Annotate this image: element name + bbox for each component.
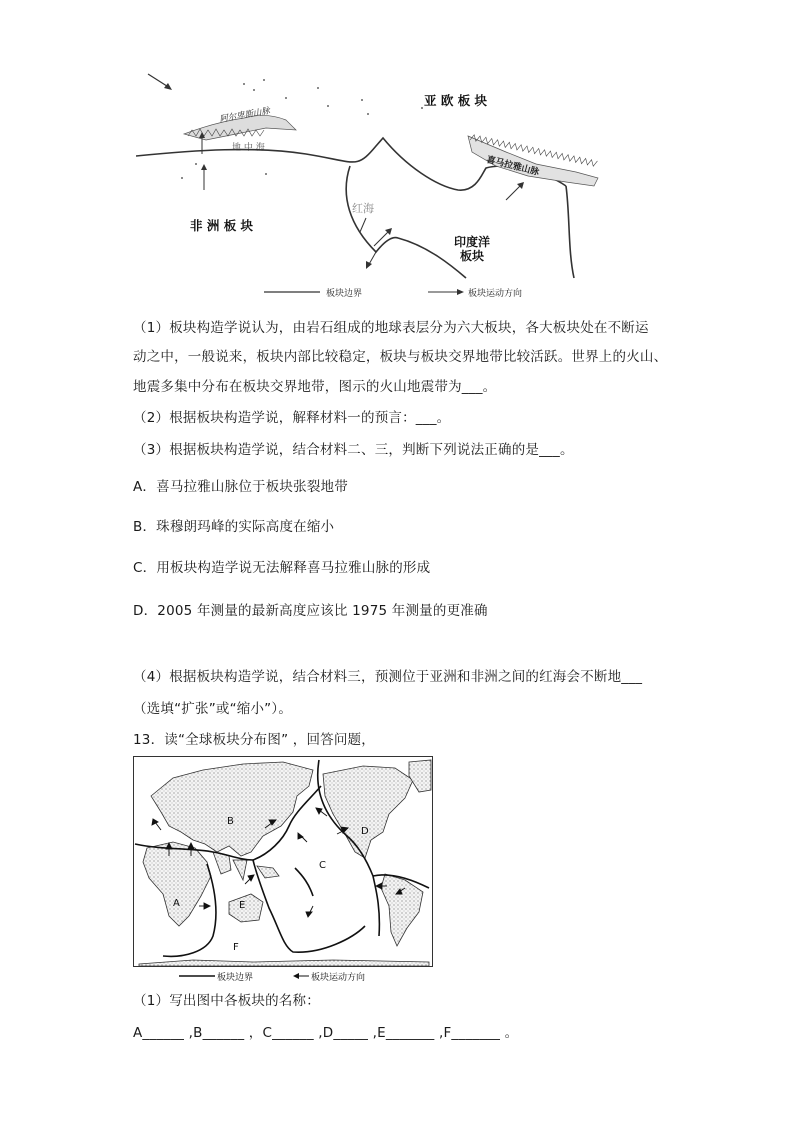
q12-part2: （2）根据板块构造学说，解释材料一的预言：___。 xyxy=(133,410,451,426)
alps-label: 阿尔卑斯山脉 xyxy=(218,106,271,125)
q13-part1: （1）写出图中各板块的名称： xyxy=(133,993,320,1009)
svg-text:板块边界: 板块边界 xyxy=(217,973,254,983)
map1-legend xyxy=(264,287,522,299)
q12-part3: （3）根据板块构造学说，结合材料二、三，判断下列说法正确的是___。 xyxy=(133,442,574,458)
plate-label-b: B xyxy=(227,816,234,827)
option-c: C．用板块构造学说无法解释喜马拉雅山脉的形成 xyxy=(133,560,431,576)
mediterranean-label: 地 中 海 xyxy=(232,143,265,153)
plate-label-e: E xyxy=(239,900,246,911)
option-a: A．喜马拉雅山脉位于板块张裂地带 xyxy=(133,479,348,495)
indian-plate-label-2: 板块 xyxy=(460,249,485,263)
option-b: B．珠穆朗玛峰的实际高度在缩小 xyxy=(133,519,335,535)
himalaya-label: 喜马拉雅山脉 xyxy=(485,155,541,178)
african-plate-label: 非 洲 板 块 xyxy=(190,218,254,233)
eurasian-plate-label: 亚 欧 板 块 xyxy=(424,93,488,108)
plate-label-f: F xyxy=(233,942,239,953)
q12-part1-line2: 动之中，一般说来，板块内部比较稳定，板块与板块交界地带比较活跃。世界上的火山、 xyxy=(133,349,668,365)
q13-title: 13．读“全球板块分布图” ，回答问题， xyxy=(133,732,375,748)
q12-part4-line1: （4）根据板块构造学说，结合材料三，预测位于亚洲和非洲之间的红海会不断地___ xyxy=(133,669,643,685)
q12-part1-line3: 地震多集中分布在板块交界地带，图示的火山地震带为___。 xyxy=(133,379,497,395)
plate-label-a: A xyxy=(173,898,180,909)
plate-label-c: C xyxy=(319,860,326,871)
svg-text:板块运动方向: 板块运动方向 xyxy=(311,973,366,983)
q12-part1-line1: （1）板块构造学说认为，由岩石组成的地球表层分为六大板块，各大板块处在不断运 xyxy=(133,320,649,336)
svg-text:板块边界: 板块边界 xyxy=(326,289,363,299)
plate-boundary-map xyxy=(136,66,606,306)
red-sea-label: 红海 xyxy=(352,202,374,215)
option-d: D．2005 年测量的最新高度应该比 1975 年测量的更准确 xyxy=(133,603,488,619)
top-left-arrow-icon xyxy=(148,74,172,90)
plate-label-d: D xyxy=(361,826,369,837)
indian-plate-label-1: 印度洋 xyxy=(454,235,491,249)
q13-answer-blanks: A______ ,B______ ，C______ ,D_____ ,E_______ ,F_______ 。 xyxy=(133,1025,519,1041)
global-plates-map xyxy=(133,756,435,984)
map2-legend xyxy=(179,971,365,983)
svg-text:板块运动方向: 板块运动方向 xyxy=(468,289,523,299)
q12-part4-line2: （选填“扩张”或“缩小”）。 xyxy=(133,701,293,717)
